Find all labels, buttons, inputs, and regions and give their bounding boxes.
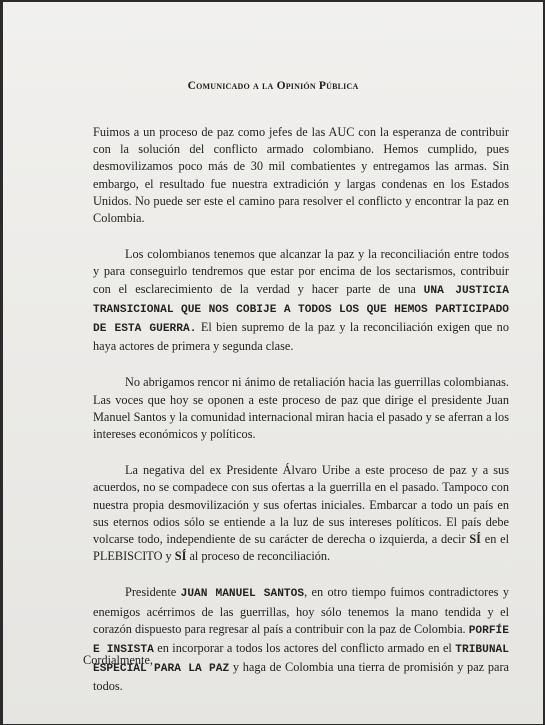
paragraph-3: No abrigamos rencor ni ánimo de retaliación hacia las guerrillas colombianas. Las voces que hoy se oponen a este proceso de paz que dirige el presidente Juan Manuel Santos y la comunidad internacional miran hacia el pasado y se aferran a los intereses económicos y políticos.	[93, 375, 509, 442]
paragraph-4-bold-2: SÍ	[174, 549, 187, 564]
paragraph-4-text-3: al proceso de reconciliación.	[186, 549, 331, 564]
paragraph-2-bold-1: UNA JUSTICIA TRANSICIONAL QUE NOS COBIJE A TODOS LOS QUE HEMOS PARTICIPADO DE ESTA GUERRA.	[93, 284, 509, 336]
paragraph-4	[93, 462, 509, 565]
paragraph-4-text-2: en el PLEBISCITO y	[93, 532, 509, 564]
paragraph-2-text-2: El bien supremo de la paz y la reconciliación exigen que no haya actores de primera y segunda clase.	[93, 320, 509, 354]
paragraph-2-text-1: Los colombianos tenemos que alcanzar la paz y la reconciliación entre todos y para conseguirlo tendremos que estar por encima de los sectarismos, contribuir con el esclarecimiento de la verdad y hacer parte de una	[93, 247, 509, 296]
document-body	[93, 124, 509, 715]
document-title: Comunicado a la Opinión Pública	[187, 80, 359, 92]
paragraph-5-text-3: en incorporar a todos los actores del conflicto armado en el	[153, 641, 456, 656]
paragraph-5-text-2: , en otro tiempo fuimos contradictores y enemigos acérrimos de las guerrillas, hoy sólo tenemos la mano tendida y el corazón dispuesto para regresar al país a contribuir con la paz de Colombia.	[93, 585, 509, 636]
paragraph-5	[93, 584, 509, 695]
paragraph-1: Fuimos a un proceso de paz como jefes de las AUC con la esperanza de contribuir con la solución del conflicto armado colombiano. Hemos cumplido, pues desmovilizamos poco más de 30 mil combatientes y entregamos las armas. Sin embargo, el resultado fue nuestra extradición y largas condenas en los Estados Unidos. No puede ser este el camino para resolver el conflicto y encontrar la paz en Colombia.	[93, 125, 509, 226]
paragraph-5-bold-3: TRIBUNAL ESPECIAL PARA LA PAZ	[93, 644, 509, 676]
paragraph-4-text-1: La negativa del ex Presidente Álvaro Uribe a este proceso de paz y a sus acuerdos, no se compadece con sus ofertas a la guerrilla en el pasado. Tampoco con nuestra propia desmovilización y sus ofertas iniciales. Embarcar a todo un país en sus eternos odios sólo se entiende a la luz de sus intereses políticos. El país debe volcarse todo, independiente de su carácter de derecha o izquierda, a decir	[93, 463, 509, 547]
closing-salutation: Cordialmente,	[83, 653, 154, 667]
paragraph-2	[93, 246, 509, 355]
paragraph-5-text-1: Presidente	[125, 585, 181, 600]
document-page	[3, 2, 543, 724]
paragraph-4-bold-1: SÍ	[469, 532, 481, 547]
paragraph-5-text-4: y haga de Colombia una tierra de promisión y paz para todos.	[93, 660, 509, 694]
paragraph-5-bold-2: PORFÍE E INSISTA	[93, 624, 509, 657]
paragraph-5-bold-1: JUAN MANUEL SANTOS	[180, 588, 305, 601]
